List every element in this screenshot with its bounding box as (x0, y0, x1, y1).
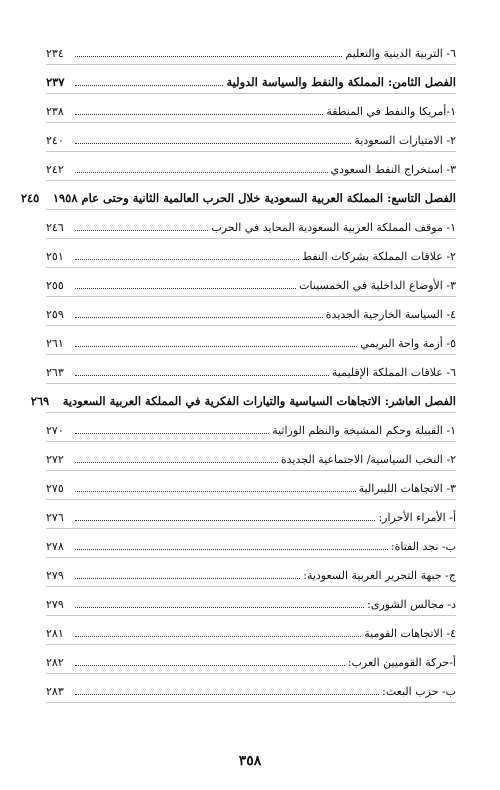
toc-entry-row (46, 504, 456, 529)
toc-entry-row (46, 214, 456, 239)
dot-leader (75, 142, 351, 144)
page-number: ٣٥٨ (238, 753, 262, 769)
dot-leader (75, 113, 323, 115)
toc-entry-page: ٢٧٠ (46, 424, 64, 437)
dot-leader (75, 171, 328, 173)
toc-entry-title: الفصل التاسع: المملكة العربية السعودية خلال الحرب العالمية الثانية وحتى عام ١٩٥٨ (52, 191, 456, 205)
toc-entry-title: ١- القبيلة وحكم المشيخة والنظم الوراثية (272, 424, 456, 437)
toc-entry-page: ٢٣٧ (46, 75, 65, 89)
toc-entry-title: ٤- الاتجاهات القومية (364, 627, 456, 640)
toc-entry-page: ٢٥٩ (46, 308, 64, 321)
toc-entry-page: ٢٥١ (46, 250, 64, 263)
toc-entry-row (46, 301, 456, 326)
toc-entry-page: ٢٧٦ (46, 511, 64, 524)
toc-entry-row (46, 475, 456, 500)
toc-entry-page: ٢٤٠ (46, 134, 64, 147)
toc-entry-row (46, 678, 456, 703)
dot-leader (75, 316, 323, 318)
toc-entry-title: أ- الأمراء الأحرار: (378, 511, 456, 524)
toc-entry-title: ٥- أزمة واحة البريمي (360, 337, 456, 350)
dot-leader (75, 287, 296, 289)
dot-leader (75, 519, 375, 521)
toc-entry-title: ب- نجد الفتاة: (390, 540, 456, 553)
dot-leader (75, 84, 223, 86)
toc-entry-page: ٢٧٥ (46, 482, 64, 495)
table-of-contents (20, 40, 456, 707)
toc-entry-title: د- مجالس الشورى: (367, 598, 456, 611)
toc-entry-row (46, 359, 456, 384)
dot-leader (75, 229, 208, 231)
dot-leader (75, 693, 379, 695)
toc-entry-page: ٢٣٤ (46, 47, 64, 60)
toc-entry-title: ب- حزب البعث: (382, 685, 456, 698)
toc-entry-row (46, 127, 456, 152)
dot-leader (75, 461, 278, 463)
toc-chapter-row (46, 69, 456, 94)
toc-entry-title: ٣- الاتجاهات الليبرالية (358, 482, 456, 495)
toc-entry-row (46, 98, 456, 123)
toc-entry-page: ٢٦٣ (46, 366, 64, 379)
dot-leader (75, 432, 269, 434)
toc-entry-row (46, 620, 456, 645)
toc-entry-title: ١- موقف المملكة العربية السعودية المحايد في الحرب (211, 221, 456, 234)
toc-entry-page: ٢٨٣ (46, 685, 64, 698)
toc-entry-page: ٢٥٥ (46, 279, 64, 292)
dot-leader (75, 374, 329, 376)
toc-entry-title: ٢- علاقات المملكة بشركات النفط (301, 250, 456, 263)
toc-chapter-row (30, 388, 456, 413)
toc-entry-title: ٦- التربية الدينية والتعليم (345, 47, 456, 60)
toc-entry-page: ٢٧٢ (46, 453, 64, 466)
toc-entry-title: الفصل العاشر: الاتجاهات السياسية والتيارات الفكرية في المملكة العربية السعودية (62, 394, 456, 408)
dot-leader (75, 606, 364, 608)
toc-entry-row (46, 40, 456, 65)
toc-entry-title: ٢- الامتيازات السعودية (354, 134, 456, 147)
toc-entry-title: ٤- السياسة الخارجية الجديدة (325, 308, 456, 321)
toc-entry-row (46, 330, 456, 355)
toc-entry-row (46, 533, 456, 558)
toc-entry-row (46, 649, 456, 674)
dot-leader (75, 345, 357, 347)
toc-entry-title: ٦- علاقات المملكة الإقليمية (331, 366, 456, 379)
toc-entry-title: ١-أمريكا والنفط في المنطقة (326, 105, 456, 118)
dot-leader (75, 664, 345, 666)
dot-leader (75, 635, 361, 637)
toc-entry-row (46, 243, 456, 268)
toc-entry-page: ٢٤٦ (46, 221, 64, 234)
dot-leader (75, 490, 356, 492)
toc-entry-page: ٢٧٩ (46, 598, 64, 611)
toc-entry-title: ج- جبهة التحرير العربية السعودية: (303, 569, 456, 582)
toc-entry-page: ٢٣٨ (46, 105, 64, 118)
toc-entry-title: الفصل الثامن: المملكة والنفط والسياسة الدولية (226, 75, 456, 89)
toc-entry-page: ٢٤٥ (20, 191, 40, 205)
toc-entry-row (46, 591, 456, 616)
toc-entry-row (46, 156, 456, 181)
toc-chapter-row (20, 185, 456, 210)
toc-entry-page: ٢٦٩ (30, 394, 50, 408)
toc-entry-row (46, 446, 456, 471)
toc-entry-page: ٢٧٩ (46, 569, 64, 582)
toc-entry-row (46, 562, 456, 587)
toc-entry-page: ٢٧٨ (46, 540, 64, 553)
dot-leader (75, 55, 342, 57)
toc-entry-page: ٢٦١ (46, 337, 64, 350)
toc-entry-page: ٢٨١ (46, 627, 64, 640)
toc-entry-title: ٣- الأوضاع الداخلية في الخمسينات (299, 279, 456, 292)
toc-entry-title: ٣- استخراج النفط السعودي (330, 163, 456, 176)
toc-entry-row (46, 272, 456, 297)
dot-leader (75, 548, 388, 550)
toc-entry-title: أ-حركة القوميين العرب: (347, 656, 456, 669)
dot-leader (75, 577, 300, 579)
toc-entry-page: ٢٤٢ (46, 163, 64, 176)
toc-entry-row (46, 417, 456, 442)
dot-leader (75, 258, 299, 260)
toc-entry-title: ٢- النخب السياسية/ الاجتماعية الجديدة (280, 453, 456, 466)
toc-entry-page: ٢٨٢ (46, 656, 64, 669)
